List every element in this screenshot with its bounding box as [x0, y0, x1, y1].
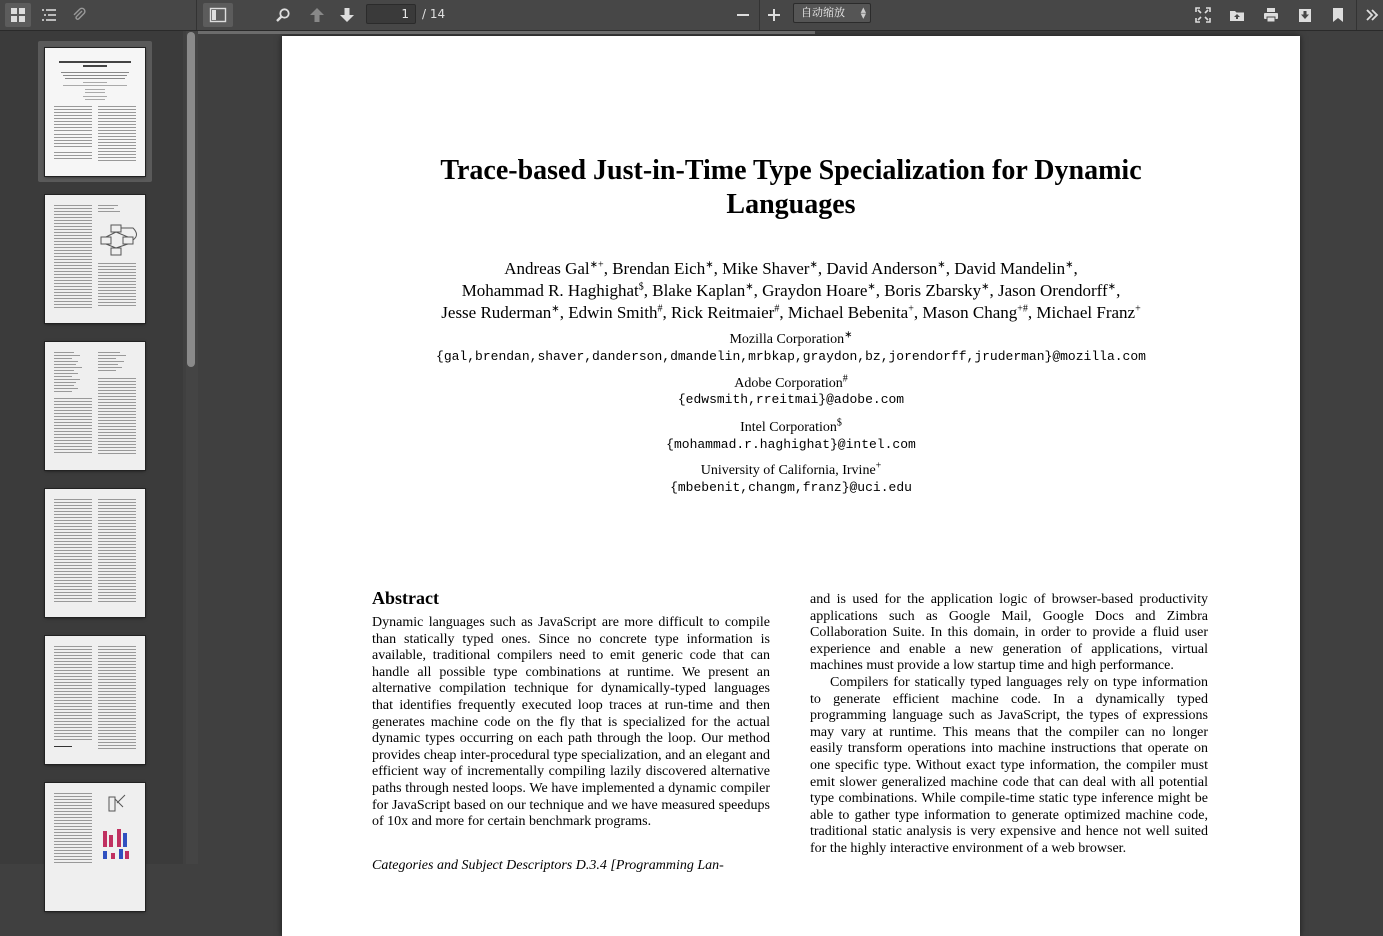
email-mozilla: {gal,brendan,shaver,danderson,dmandelin,mrbkap,graydon,bz,jorendorff,jruderman}@mozilla.com [436, 349, 1146, 364]
outline-icon[interactable] [36, 3, 62, 27]
page-thumbnail-1[interactable] [45, 48, 145, 176]
affiliation-mozilla: Mozilla Corporation∗ [729, 329, 853, 347]
next-page-icon[interactable] [334, 3, 360, 27]
open-file-icon[interactable] [1224, 3, 1250, 27]
presentation-mode-icon[interactable] [1190, 3, 1216, 27]
print-icon[interactable] [1258, 3, 1284, 27]
thumbnails-icon[interactable] [5, 3, 31, 27]
toolbar [0, 0, 1383, 30]
author-line-2: Mohammad R. Haghighat$, Blake Kaplan∗, Graydon Hoare∗, Boris Zbarsky∗, Jason Orendorff∗, [461, 281, 1121, 300]
abstract-heading: Abstract [372, 588, 439, 608]
thumbnail-sidebar [0, 30, 183, 864]
loading-progress-bar [198, 30, 815, 34]
zoom-select-label: 自动缩放 [801, 6, 845, 19]
intro-paragraph-2: Compilers for statically typed languages rely on type information to generate efficient machine code. In a dynamically typed programming language such as JavaScript, the types of expressions may vary at runtime. This means that the compiler can no longer easily transform operations into machine instructions that operate on one specific type. Without exact type information, the compiler must emit slower generalized machine code that can deal with all potential type combinations. While compile-time static type inference might be able to gather type information to generate optimized machine code, traditional static analysis is very expensive and hence not well suited for the highly interactive environment of a web browser. [810, 674, 1208, 856]
tools-icon[interactable] [1362, 3, 1382, 27]
previous-page-icon[interactable] [304, 3, 330, 27]
page-thumbnail-3[interactable] [45, 342, 145, 470]
page-thumbnail-2[interactable] [45, 195, 145, 323]
paper-title-line-2: Languages [726, 189, 856, 220]
author-line-3: Jesse Ruderman∗, Edwin Smith#, Rick Reitmaier#, Michael Bebenita+, Mason Chang+#, Michael Franz+ [441, 303, 1141, 322]
zoom-out-icon[interactable] [731, 3, 755, 27]
author-line-1: Andreas Gal∗+, Brendan Eich∗, Mike Shaver∗, David Anderson∗, David Mandelin∗, [504, 259, 1078, 278]
email-intel: {mohammad.r.haghighat}@intel.com [666, 437, 916, 452]
email-uci: {mbebenit,changm,franz}@uci.edu [670, 480, 912, 495]
abstract-text: Dynamic languages such as JavaScript are more difficult to compile than statically typed ones. Since no concrete type information is available, traditional compilers need to emit generic code that can handle all possible type combinations at runtime. We present an alternative compilation technique for dynamically-typed languages that identifies frequently executed loop traces at run-time and then generates machine code on the fly that is specialized for the actual dynamic types occurring on each path through the loop. Our method provides cheap inter-procedural type specialization, and an elegant and efficient way of incrementally compiling lazily discovered alternative paths through nested loops. We have implemented a dynamic compiler for JavaScript based on our technique and we have measured speedups of 10x and more for certain benchmark programs. [372, 615, 770, 830]
email-adobe: {edwsmith,rreitmai}@adobe.com [677, 392, 905, 407]
sidebar-toggle-icon[interactable] [203, 3, 233, 27]
intro-column [810, 592, 1208, 858]
zoom-in-icon[interactable] [762, 3, 786, 27]
attachments-icon[interactable] [66, 3, 92, 27]
search-icon[interactable] [270, 3, 296, 27]
page-total-label: / 14 [422, 7, 446, 21]
bookmark-icon[interactable] [1326, 3, 1350, 27]
intro-paragraph-1: and is used for the application logic of browser-based productivity applications such as Google Mail, Google Docs and Zimbra Collaboration Suite. In this domain, in order to provide a fluid user experience and enable a new generation of applications, virtual machines must provide a low startup time and high performance. [810, 592, 1208, 674]
affiliation-uci: University of California, Irvine+ [700, 460, 882, 478]
page-thumbnail-5[interactable] [45, 636, 145, 764]
sidebar-scrollbar-thumb[interactable] [187, 32, 195, 367]
document-viewer[interactable] [198, 30, 1383, 873]
chevron-up-down-icon: ▲ ▼ [860, 6, 866, 20]
affiliation-adobe: Adobe Corporation# [734, 373, 848, 391]
affiliation-intel: Intel Corporation$ [740, 417, 842, 435]
pdf-page [282, 36, 1300, 936]
page-thumbnail-6[interactable] [45, 783, 145, 911]
download-icon[interactable] [1292, 3, 1318, 27]
paper-title-line-1: Trace-based Just-in-Time Type Specialization for Dynamic [440, 155, 1142, 186]
page-thumbnail-4[interactable] [45, 489, 145, 617]
paper-title [282, 154, 1300, 222]
zoom-select[interactable] [793, 3, 871, 23]
page-number-input[interactable] [366, 4, 416, 24]
categories-line: Categories and Subject Descriptors D.3.4 [Programming Lan- [372, 858, 724, 873]
